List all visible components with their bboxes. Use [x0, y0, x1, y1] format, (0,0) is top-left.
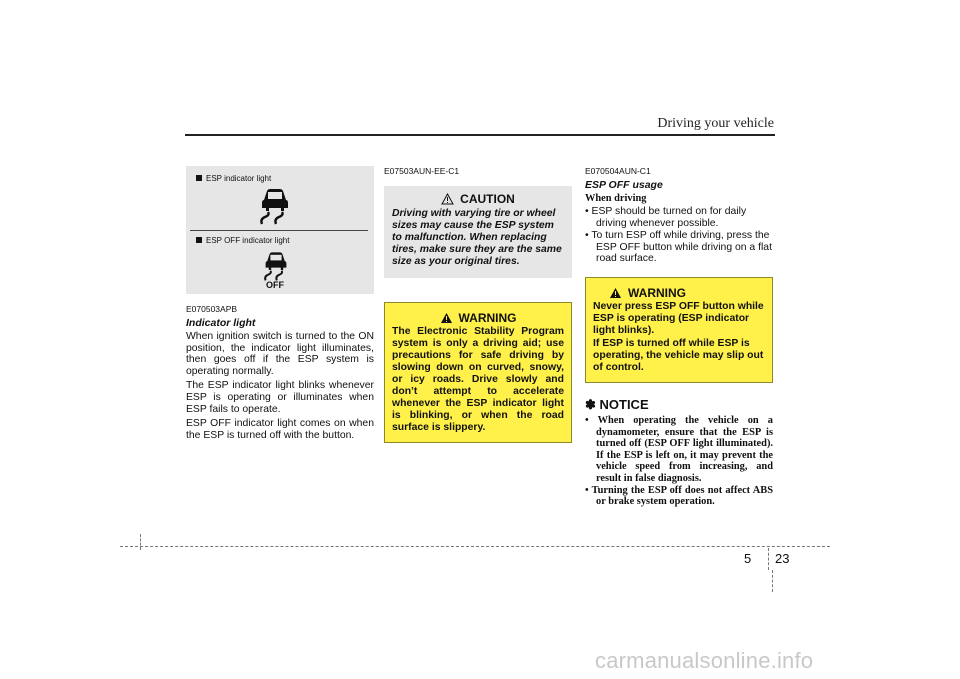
bullet-square-icon [196, 237, 202, 243]
list-item: • When operating the vehicle on a dynamometer, ensure that the ESP is turned off (ESP OFF light illuminated). If the ESP is left on, it may prevent the vehicle speed from increasing, and result in false diagnosis. [585, 414, 773, 484]
page-number-divider [768, 548, 769, 570]
warning-title [593, 286, 765, 300]
list-item: • To turn ESP off while driving, press the ESP OFF button while driving on a flat road surface. [585, 230, 772, 265]
esp-off-label: OFF [266, 280, 284, 290]
figure-label-on [196, 174, 271, 183]
figure-label-on-text: ESP indicator light [206, 174, 272, 183]
warning-title-text: WARNING [628, 285, 686, 300]
warning-line: If ESP is turned off while ESP is operating, the vehicle may slip out of control. [593, 337, 764, 373]
when-driving-heading: When driving [585, 193, 647, 204]
figure-label-off [196, 236, 289, 245]
notice-list [585, 415, 773, 508]
header-rule [185, 134, 775, 136]
page-header-title: Driving your vehicle [657, 116, 774, 131]
paragraph: When ignition switch is turned to the ON position, the indicator light illuminates, then goes off if the ESP system is operating normally. [186, 331, 374, 377]
warning-box [585, 277, 773, 383]
warning-body: The Electronic Stability Program system is only a driving aid; use precautions for safe driving by slowing down on curved, snowy, or icy roads. Drive slowly and don’t attempt to accelerate whenever the ESP indicator light is blinking, or when the road surface is slippery. [392, 326, 564, 433]
footer-dashed-rule [120, 546, 830, 547]
section-subheading: Indicator light [186, 317, 256, 329]
list-item: • ESP should be turned on for daily driving whenever possible. [585, 206, 747, 229]
paragraph: The ESP indicator light blinks whenever ESP is operating or illuminates when ESP fails to operate. [186, 380, 374, 415]
section-code: E07503AUN-EE-C1 [384, 166, 460, 176]
crop-mark [772, 570, 773, 592]
section-code: E070504AUN-C1 [585, 166, 651, 176]
column-esp-off-usage [585, 166, 773, 508]
list-item-text: Turning the ESP off does not affect ABS or brake system operation. [591, 484, 773, 508]
warning-title-text: WARNING [458, 311, 517, 325]
esp-car-skid-icon [258, 186, 292, 226]
caution-title-text: CAUTION [460, 192, 515, 206]
chapter-number: 5 [744, 551, 752, 566]
list-item-text: ESP should be turned on for daily driving whenever possible. [591, 206, 747, 229]
figure-divider [190, 230, 368, 231]
section-code: E070503APB [186, 304, 238, 314]
esp-off-car-skid-icon [262, 250, 290, 282]
section-subheading: ESP OFF usage [585, 179, 663, 191]
list-item-text: To turn ESP off while driving, press the ESP OFF button while driving on a flat road surface. [591, 230, 772, 265]
list-item: • Turning the ESP off does not affect ABS or brake system operation. [585, 484, 773, 508]
caution-body: Driving with varying tire or wheel sizes may cause the ESP system to malfunction. When replacing tires, make sure they are the same size as your original tires. [392, 208, 562, 267]
bullet-list [585, 206, 773, 265]
caution-box [384, 186, 572, 278]
bullet-square-icon [196, 175, 202, 181]
indicator-figure [186, 166, 374, 294]
caution-title [392, 192, 564, 206]
warning-box [384, 302, 572, 443]
notice-title: ✽ NOTICE [585, 396, 649, 412]
paragraph: ESP OFF indicator light comes on when the ESP is turned off with the button. [186, 418, 374, 441]
warning-line: Never press ESP OFF button while ESP is operating (ESP indicator light blinks). [593, 300, 764, 336]
column-indicator-light [186, 166, 374, 441]
crop-mark [140, 534, 141, 550]
list-item-text: When operating the vehicle on a dynamometer, ensure that the ESP is turned off (ESP OFF light illuminated). If the ESP is left on, it may prevent the vehicle speed from increasing, and result in false diagnosis. [596, 414, 773, 484]
watermark: carmanualsonline.info [595, 648, 814, 673]
column-caution-warning [384, 166, 572, 443]
page-number: 23 [775, 551, 790, 566]
warning-triangle-icon [609, 287, 622, 299]
warning-triangle-icon [440, 312, 453, 324]
warning-triangle-outline-icon [441, 193, 454, 205]
figure-label-off-text: ESP OFF indicator light [206, 236, 290, 245]
warning-title [392, 311, 564, 325]
